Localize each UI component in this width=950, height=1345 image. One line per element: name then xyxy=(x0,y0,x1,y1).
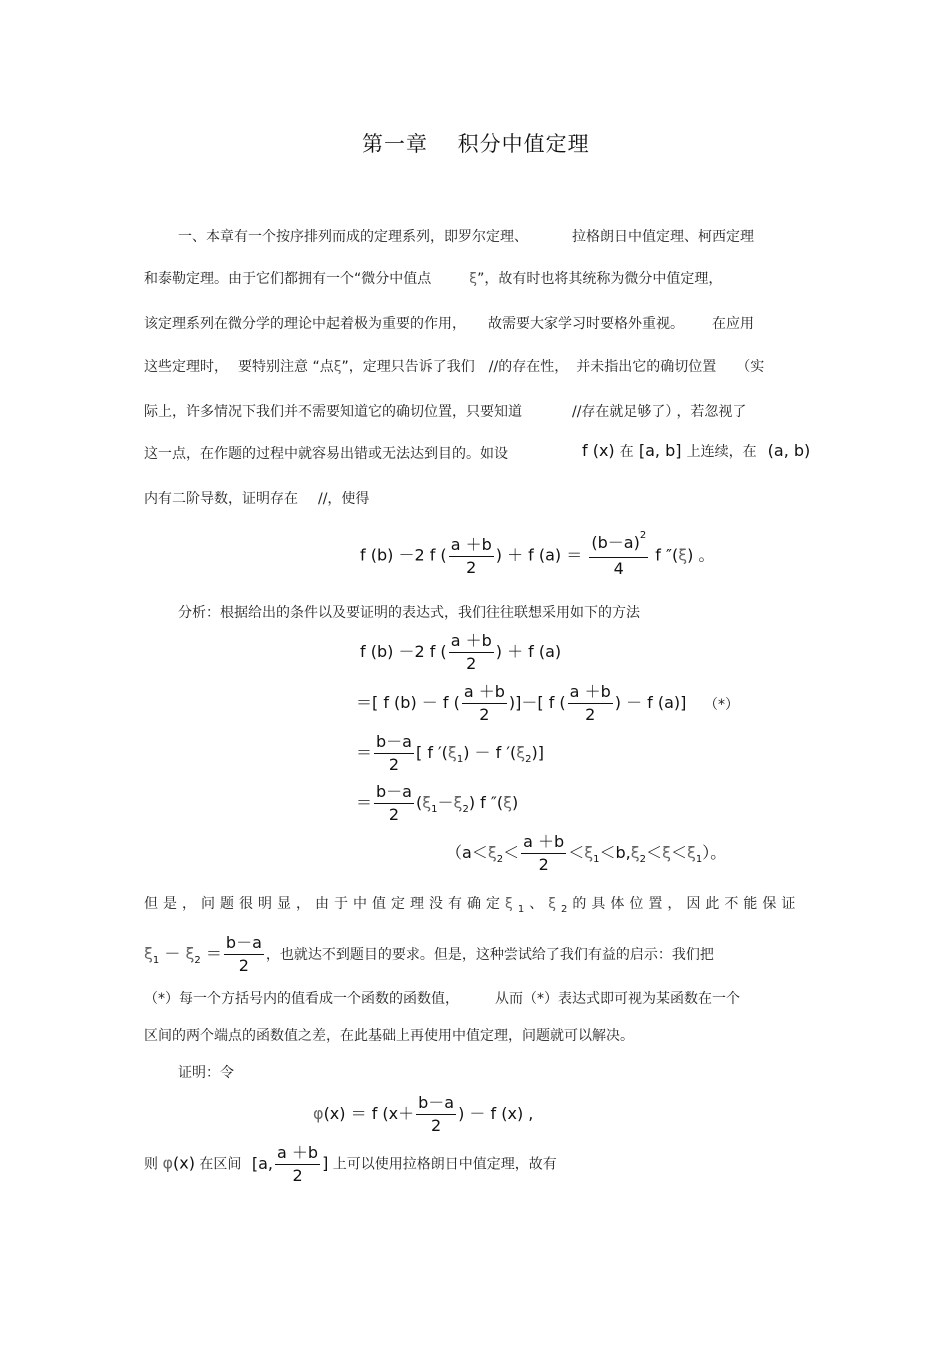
text: 上可以使用拉格朗日中值定理，故有 xyxy=(332,1156,557,1173)
text: （实 xyxy=(736,359,765,375)
numerator: a ＋b xyxy=(275,1142,320,1165)
numerator: a ＋b xyxy=(449,534,494,557)
math-text: ＜b, xyxy=(599,843,631,862)
fraction xyxy=(449,534,494,579)
math-text: ) ＋ f (a) xyxy=(495,642,562,661)
text: //存在就足够了） xyxy=(572,404,673,420)
subscript: 2 xyxy=(525,754,532,765)
para-line-6 xyxy=(144,443,508,463)
math-text: ] xyxy=(322,1153,329,1173)
text: //，使得 xyxy=(318,491,370,507)
subscript: 1 xyxy=(517,904,530,915)
math-text: ) f ″( xyxy=(468,793,504,812)
xi-symbol: ξ xyxy=(630,843,640,862)
xi-symbol: ξ xyxy=(453,793,463,812)
subscript: 2 xyxy=(496,854,504,865)
math-text: ＝ xyxy=(205,944,222,963)
text: 但是，问题很明显，由于中值定理没有确定 xyxy=(144,896,505,912)
xi-symbol: ξ xyxy=(185,944,195,963)
math-fx: f (x) xyxy=(582,441,615,460)
xi-symbol: ξ xyxy=(678,545,688,565)
math-text: ＝ xyxy=(356,743,373,762)
text: 要特别注意 “点 xyxy=(238,359,334,375)
but-line-1 xyxy=(144,893,800,913)
subscript: 1 xyxy=(695,854,703,865)
xi-symbol: ξ xyxy=(422,793,432,812)
fraction xyxy=(589,532,648,580)
text: ”，定理只告诉了我们 xyxy=(341,359,475,375)
xi-symbol: ξ xyxy=(505,896,518,912)
derivation-line-3 xyxy=(356,781,518,826)
math-text: ( xyxy=(415,793,423,812)
math-text: f (b) －2 f ( xyxy=(360,642,447,661)
phi-symbol: φ xyxy=(313,1104,324,1123)
math-interval: (a, b) xyxy=(767,441,811,460)
text: 这一点，在作题的过程中就容易出错或无法达到目的。如设 xyxy=(144,446,508,462)
math-text: ＝ xyxy=(356,793,373,812)
xi-symbol: ξ xyxy=(662,843,671,862)
math-text: )] xyxy=(531,743,544,762)
math-text: － xyxy=(437,793,454,812)
subscript: 1 xyxy=(431,804,438,815)
fraction xyxy=(275,1142,320,1187)
text: 则 xyxy=(144,1156,158,1173)
text: 在区间 xyxy=(199,1156,242,1173)
para-line-1 xyxy=(178,226,754,246)
phi-symbol: φ xyxy=(162,1153,174,1173)
analysis-line: 分析：根据给出的条件以及要证明的表达式，我们往往联想采用如下的方法 xyxy=(178,605,640,621)
text: ，也就达不到题目的要求。但是，这种尝试给了我们有益的启示：我们把 xyxy=(265,947,714,963)
math-text: [a, xyxy=(251,1153,274,1173)
numerator: a ＋b xyxy=(568,681,613,704)
math-text: ＜ xyxy=(646,843,663,862)
math-text: ＜ xyxy=(670,843,687,862)
xi-symbol: ξ xyxy=(469,271,478,287)
text: 该定理系列在微分学的理论中起着极为重要的作用， xyxy=(144,316,466,332)
text: //的存在性， xyxy=(488,359,569,375)
math-text: ＝[ f (b) － f ( xyxy=(356,693,460,712)
text: 内有二阶导数，证明存在 xyxy=(144,491,298,507)
text: 故需要大家学习时要格外重视。 xyxy=(488,316,684,332)
page-title: 第一章 积分中值定理 xyxy=(362,132,590,156)
fraction xyxy=(521,831,566,876)
para-line-4 xyxy=(144,356,764,376)
subscript: 1 xyxy=(152,955,160,966)
numerator: b－a xyxy=(374,781,414,804)
text: 并未指出它的确切位置 xyxy=(576,359,717,375)
math-text: f ″( xyxy=(655,545,679,565)
math-text: ＜ xyxy=(503,843,520,862)
fraction xyxy=(374,781,414,826)
math-text: ) ＋ f (a) ＝ xyxy=(495,545,583,565)
fraction xyxy=(462,681,507,726)
para-line-5 xyxy=(144,401,746,421)
star-label: （*） xyxy=(704,697,739,713)
xi-symbol: ξ xyxy=(584,843,594,862)
subscript: 2 xyxy=(462,804,469,815)
math-text: (x) xyxy=(173,1153,195,1173)
math-text: ) － f (a)] xyxy=(614,693,687,712)
text: （*）每一个方括号内的值看成一个函数的函数值， xyxy=(144,991,459,1007)
para-line-9: 区间的两个端点的函数值之差，在此基础上再使用中值定理，问题就可以解决。 xyxy=(144,1028,634,1044)
denominator: 2 xyxy=(466,654,477,673)
math-text: )]－[ f ( xyxy=(508,693,566,712)
text: 这些定理时， xyxy=(144,359,228,375)
denominator: 2 xyxy=(479,705,490,724)
text: 在 xyxy=(619,444,634,460)
text: 和泰勒定理。由于它们都拥有一个“微分中值点 xyxy=(144,271,432,287)
denominator: 2 xyxy=(538,855,549,874)
xi-symbol: ξ xyxy=(447,743,457,762)
subscript: 1 xyxy=(456,754,464,765)
derivation-line-1 xyxy=(356,681,686,726)
math-text: ）。 xyxy=(702,843,727,862)
fraction xyxy=(224,932,264,977)
para-line-7 xyxy=(144,488,369,508)
math-text: ) － f ′( xyxy=(463,743,517,762)
text: 上连续，在 xyxy=(686,444,757,460)
numerator: b－a xyxy=(224,932,264,955)
text: ，若忽视了 xyxy=(676,404,747,420)
denominator: 2 xyxy=(431,1116,442,1135)
fraction xyxy=(374,731,414,776)
subscript: 2 xyxy=(194,955,201,966)
numerator: b－a xyxy=(374,731,414,754)
math-text: － xyxy=(164,944,181,963)
text: 在应用 xyxy=(712,316,754,332)
numerator: b－a xyxy=(416,1092,456,1115)
derivation-line-2 xyxy=(356,731,544,776)
para-line-2 xyxy=(144,268,722,288)
math-text: （a＜ xyxy=(446,843,488,862)
subscript: 2 xyxy=(561,904,573,915)
fraction xyxy=(449,630,494,675)
math-text: ) xyxy=(512,793,519,812)
math-text: (x) ＝ f (x＋ xyxy=(323,1104,415,1123)
math-text: ＜ xyxy=(568,843,585,862)
text: 拉格朗日中值定理、柯西定理 xyxy=(572,229,754,245)
subscript: 2 xyxy=(639,854,647,865)
fraction xyxy=(568,681,613,726)
but-line-2 xyxy=(144,932,714,977)
denominator: 2 xyxy=(388,805,400,824)
text: ”，故有时也将其统称为微分中值定理， xyxy=(477,271,723,287)
numerator: a ＋b xyxy=(449,630,494,653)
final-line xyxy=(144,1142,557,1187)
xi-symbol: ξ xyxy=(548,896,561,912)
numerator: a ＋b xyxy=(462,681,507,704)
math-text: f (b) －2 f ( xyxy=(360,545,447,565)
xi-symbol: ξ xyxy=(333,359,342,375)
math-text: ) 。 xyxy=(687,545,715,565)
derivation-line-0 xyxy=(360,630,561,675)
para-line-3 xyxy=(144,313,754,333)
denominator: 4 xyxy=(613,559,624,578)
numerator: $(b-a)^2$ xyxy=(589,532,648,558)
equation-main xyxy=(360,532,714,580)
denominator: 2 xyxy=(585,705,596,724)
math-inline xyxy=(582,441,810,461)
math-text: [ f ′( xyxy=(415,743,448,762)
denominator: 2 xyxy=(466,557,477,577)
text: 一、本章有一个按序排列而成的定理系列，即罗尔定理、 xyxy=(178,229,528,245)
text: 、 xyxy=(529,896,549,912)
fraction xyxy=(416,1092,456,1137)
text: 的具体位置，因此不能保证 xyxy=(572,896,801,912)
xi-symbol: ξ xyxy=(503,793,513,812)
proof-label: 证明：令 xyxy=(178,1065,234,1081)
xi-symbol: ξ xyxy=(144,944,153,963)
xi-symbol: ξ xyxy=(487,843,497,862)
math-text: ) － f (x) , xyxy=(458,1104,534,1123)
math-interval: [a, b] xyxy=(638,441,682,460)
equation-phi-def xyxy=(313,1092,533,1137)
xi-symbol: ξ xyxy=(516,743,526,762)
text: 际上，许多情况下我们并不需要知道它的确切位置，只要知道 xyxy=(144,404,522,420)
numerator: a ＋b xyxy=(521,831,566,854)
text: 从而（*）表达式即可视为某函数在一个 xyxy=(495,991,740,1007)
subscript: 1 xyxy=(593,854,600,865)
xi-symbol: ξ xyxy=(687,843,696,862)
denominator: 2 xyxy=(238,956,249,975)
denominator: 2 xyxy=(292,1166,303,1185)
denominator: 2 xyxy=(388,755,400,774)
condition-line xyxy=(446,831,726,876)
para-line-8 xyxy=(144,988,740,1008)
